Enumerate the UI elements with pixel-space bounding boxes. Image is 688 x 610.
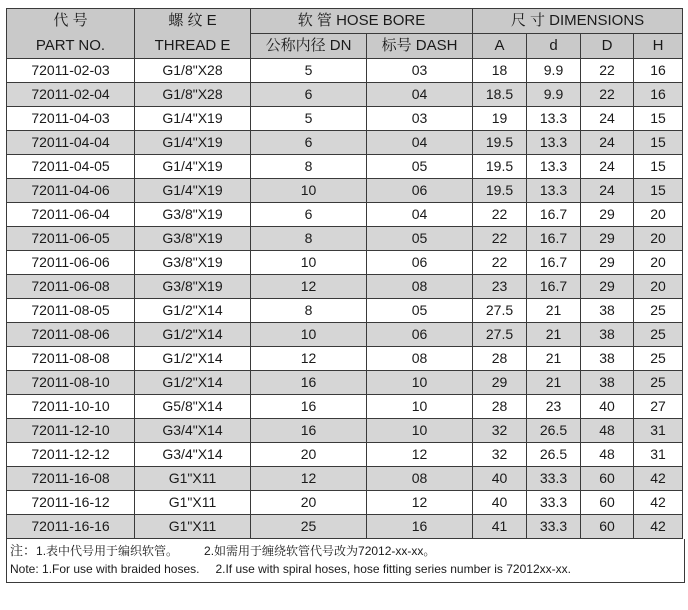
dim-a-cell: 32 bbox=[473, 443, 527, 467]
thread-cell: G1/8"X28 bbox=[135, 59, 251, 83]
dim-big-d-cell: 60 bbox=[581, 467, 634, 491]
dash-cell: 08 bbox=[367, 467, 473, 491]
note-en-2: 2.If use with spiral hoses, hose fitting series number is 72012xx-xx. bbox=[215, 562, 571, 576]
thread-cell: G5/8"X14 bbox=[135, 395, 251, 419]
dn-cell: 5 bbox=[251, 107, 367, 131]
dim-big-d-cell: 29 bbox=[581, 251, 634, 275]
note-zh-1: 1.表中代号用于编织软管。 bbox=[36, 544, 179, 558]
header-thread-en: THREAD E bbox=[135, 34, 251, 59]
dim-a-cell: 27.5 bbox=[473, 323, 527, 347]
dim-a-cell: 27.5 bbox=[473, 299, 527, 323]
dim-h-cell: 16 bbox=[634, 83, 683, 107]
dim-a-cell: 19.5 bbox=[473, 131, 527, 155]
dash-cell: 05 bbox=[367, 227, 473, 251]
table-row bbox=[7, 323, 683, 347]
note-line-english bbox=[10, 560, 684, 578]
note-prefix-zh: 注： bbox=[10, 543, 37, 558]
dim-a-cell: 22 bbox=[473, 251, 527, 275]
dash-cell: 04 bbox=[367, 203, 473, 227]
dim-d-cell: 13.3 bbox=[527, 107, 581, 131]
table-row bbox=[7, 371, 683, 395]
header-hose-bore: 软 管 HOSE BORE bbox=[251, 9, 473, 34]
thread-cell: G1/2"X14 bbox=[135, 299, 251, 323]
dim-d-cell: 21 bbox=[527, 347, 581, 371]
dim-d-cell: 13.3 bbox=[527, 179, 581, 203]
dn-cell: 20 bbox=[251, 443, 367, 467]
part-number-cell: 72011-16-16 bbox=[7, 515, 135, 539]
dn-cell: 25 bbox=[251, 515, 367, 539]
part-number-cell: 72011-12-12 bbox=[7, 443, 135, 467]
thread-cell: G1/4"X19 bbox=[135, 179, 251, 203]
dn-cell: 20 bbox=[251, 491, 367, 515]
dim-a-cell: 19.5 bbox=[473, 179, 527, 203]
thread-cell: G1/2"X14 bbox=[135, 371, 251, 395]
header-dim-h: H bbox=[634, 34, 683, 59]
dash-cell: 03 bbox=[367, 59, 473, 83]
header-part-zh: 代 号 bbox=[7, 9, 135, 34]
dim-big-d-cell: 38 bbox=[581, 347, 634, 371]
dim-h-cell: 15 bbox=[634, 107, 683, 131]
dim-big-d-cell: 40 bbox=[581, 395, 634, 419]
dim-big-d-cell: 24 bbox=[581, 131, 634, 155]
part-number-cell: 72011-04-04 bbox=[7, 131, 135, 155]
dn-cell: 10 bbox=[251, 179, 367, 203]
dim-d-cell: 16.7 bbox=[527, 251, 581, 275]
part-number-cell: 72011-10-10 bbox=[7, 395, 135, 419]
table-row bbox=[7, 59, 683, 83]
dim-a-cell: 19.5 bbox=[473, 155, 527, 179]
thread-cell: G1/2"X14 bbox=[135, 323, 251, 347]
part-number-cell: 72011-16-12 bbox=[7, 491, 135, 515]
thread-cell: G1"X11 bbox=[135, 515, 251, 539]
header-dim-big-d: D bbox=[581, 34, 634, 59]
dim-a-cell: 32 bbox=[473, 419, 527, 443]
part-number-cell: 72011-02-03 bbox=[7, 59, 135, 83]
table-row bbox=[7, 467, 683, 491]
thread-cell: G3/8"X19 bbox=[135, 275, 251, 299]
dash-cell: 04 bbox=[367, 131, 473, 155]
dim-d-cell: 21 bbox=[527, 299, 581, 323]
header-dash: 标号 DASH bbox=[367, 34, 473, 59]
dim-a-cell: 19 bbox=[473, 107, 527, 131]
dim-a-cell: 28 bbox=[473, 347, 527, 371]
dim-a-cell: 28 bbox=[473, 395, 527, 419]
dash-cell: 10 bbox=[367, 395, 473, 419]
header-part-en: PART NO. bbox=[7, 34, 135, 59]
dim-a-cell: 40 bbox=[473, 491, 527, 515]
part-number-cell: 72011-02-04 bbox=[7, 83, 135, 107]
dn-cell: 12 bbox=[251, 467, 367, 491]
table-row bbox=[7, 83, 683, 107]
part-number-cell: 72011-16-08 bbox=[7, 467, 135, 491]
dim-big-d-cell: 29 bbox=[581, 227, 634, 251]
dash-cell: 08 bbox=[367, 347, 473, 371]
dn-cell: 6 bbox=[251, 131, 367, 155]
note-line-chinese bbox=[10, 542, 684, 560]
dim-h-cell: 20 bbox=[634, 227, 683, 251]
table-row bbox=[7, 347, 683, 371]
part-number-cell: 72011-12-10 bbox=[7, 419, 135, 443]
thread-cell: G1/4"X19 bbox=[135, 131, 251, 155]
dim-h-cell: 42 bbox=[634, 491, 683, 515]
dim-h-cell: 42 bbox=[634, 467, 683, 491]
dn-cell: 10 bbox=[251, 323, 367, 347]
dim-a-cell: 18 bbox=[473, 59, 527, 83]
part-number-cell: 72011-04-06 bbox=[7, 179, 135, 203]
dn-cell: 5 bbox=[251, 59, 367, 83]
dash-cell: 06 bbox=[367, 251, 473, 275]
dim-d-cell: 16.7 bbox=[527, 203, 581, 227]
table-row bbox=[7, 227, 683, 251]
dn-cell: 16 bbox=[251, 371, 367, 395]
table-row bbox=[7, 443, 683, 467]
thread-cell: G1/8"X28 bbox=[135, 83, 251, 107]
dn-cell: 8 bbox=[251, 155, 367, 179]
dim-h-cell: 15 bbox=[634, 179, 683, 203]
dash-cell: 12 bbox=[367, 443, 473, 467]
dim-d-cell: 23 bbox=[527, 395, 581, 419]
dim-a-cell: 22 bbox=[473, 227, 527, 251]
dn-cell: 10 bbox=[251, 251, 367, 275]
dim-d-cell: 13.3 bbox=[527, 155, 581, 179]
header-dimensions: 尺 寸 DIMENSIONS bbox=[473, 9, 683, 34]
dash-cell: 05 bbox=[367, 299, 473, 323]
dim-a-cell: 40 bbox=[473, 467, 527, 491]
dim-a-cell: 29 bbox=[473, 371, 527, 395]
dim-h-cell: 25 bbox=[634, 299, 683, 323]
table-row bbox=[7, 491, 683, 515]
table-row bbox=[7, 179, 683, 203]
dn-cell: 12 bbox=[251, 275, 367, 299]
part-number-cell: 72011-06-06 bbox=[7, 251, 135, 275]
dim-d-cell: 33.3 bbox=[527, 515, 581, 539]
dim-a-cell: 18.5 bbox=[473, 83, 527, 107]
dash-cell: 10 bbox=[367, 371, 473, 395]
dim-big-d-cell: 24 bbox=[581, 179, 634, 203]
table-row bbox=[7, 203, 683, 227]
part-number-cell: 72011-08-05 bbox=[7, 299, 135, 323]
dash-cell: 03 bbox=[367, 107, 473, 131]
dash-cell: 04 bbox=[367, 83, 473, 107]
header-thread-zh: 螺 纹 E bbox=[135, 9, 251, 34]
dash-cell: 06 bbox=[367, 179, 473, 203]
dim-big-d-cell: 38 bbox=[581, 323, 634, 347]
table-row bbox=[7, 515, 683, 539]
note-prefix-en: Note: bbox=[10, 562, 39, 576]
table-row bbox=[7, 275, 683, 299]
thread-cell: G1"X11 bbox=[135, 491, 251, 515]
dim-a-cell: 22 bbox=[473, 203, 527, 227]
table-row bbox=[7, 299, 683, 323]
dim-a-cell: 23 bbox=[473, 275, 527, 299]
dn-cell: 8 bbox=[251, 299, 367, 323]
part-number-cell: 72011-08-08 bbox=[7, 347, 135, 371]
dn-cell: 6 bbox=[251, 203, 367, 227]
dash-cell: 05 bbox=[367, 155, 473, 179]
dim-h-cell: 27 bbox=[634, 395, 683, 419]
thread-cell: G1/4"X19 bbox=[135, 107, 251, 131]
dim-h-cell: 25 bbox=[634, 371, 683, 395]
notes-panel bbox=[6, 539, 685, 583]
dim-d-cell: 9.9 bbox=[527, 59, 581, 83]
thread-cell: G1/4"X19 bbox=[135, 155, 251, 179]
dim-d-cell: 33.3 bbox=[527, 491, 581, 515]
fitting-spec-table bbox=[6, 8, 683, 539]
dash-cell: 08 bbox=[367, 275, 473, 299]
thread-cell: G3/4"X14 bbox=[135, 419, 251, 443]
dim-d-cell: 9.9 bbox=[527, 83, 581, 107]
part-number-cell: 72011-06-04 bbox=[7, 203, 135, 227]
dim-d-cell: 16.7 bbox=[527, 275, 581, 299]
thread-cell: G3/8"X19 bbox=[135, 227, 251, 251]
dash-cell: 16 bbox=[367, 515, 473, 539]
dim-h-cell: 20 bbox=[634, 275, 683, 299]
table-row bbox=[7, 251, 683, 275]
dim-big-d-cell: 24 bbox=[581, 155, 634, 179]
dim-h-cell: 31 bbox=[634, 443, 683, 467]
dash-cell: 06 bbox=[367, 323, 473, 347]
dn-cell: 16 bbox=[251, 419, 367, 443]
dn-cell: 16 bbox=[251, 395, 367, 419]
dim-big-d-cell: 48 bbox=[581, 419, 634, 443]
dim-big-d-cell: 38 bbox=[581, 371, 634, 395]
dim-big-d-cell: 29 bbox=[581, 275, 634, 299]
dn-cell: 6 bbox=[251, 83, 367, 107]
dim-d-cell: 26.5 bbox=[527, 419, 581, 443]
dim-d-cell: 33.3 bbox=[527, 467, 581, 491]
table-row bbox=[7, 419, 683, 443]
table-row bbox=[7, 131, 683, 155]
header-row-top bbox=[7, 9, 683, 34]
spec-sheet bbox=[6, 8, 682, 583]
dim-big-d-cell: 48 bbox=[581, 443, 634, 467]
part-number-cell: 72011-04-03 bbox=[7, 107, 135, 131]
dim-d-cell: 13.3 bbox=[527, 131, 581, 155]
header-row-bottom bbox=[7, 34, 683, 59]
dim-h-cell: 31 bbox=[634, 419, 683, 443]
dash-cell: 12 bbox=[367, 491, 473, 515]
table-row bbox=[7, 107, 683, 131]
part-number-cell: 72011-08-06 bbox=[7, 323, 135, 347]
table-row bbox=[7, 395, 683, 419]
dim-big-d-cell: 29 bbox=[581, 203, 634, 227]
dim-d-cell: 21 bbox=[527, 371, 581, 395]
note-en-1: 1.For use with braided hoses. bbox=[42, 562, 200, 576]
dim-h-cell: 42 bbox=[634, 515, 683, 539]
table-row bbox=[7, 155, 683, 179]
dim-h-cell: 15 bbox=[634, 155, 683, 179]
dim-d-cell: 26.5 bbox=[527, 443, 581, 467]
dim-h-cell: 16 bbox=[634, 59, 683, 83]
dim-big-d-cell: 60 bbox=[581, 491, 634, 515]
dim-big-d-cell: 60 bbox=[581, 515, 634, 539]
part-number-cell: 72011-06-08 bbox=[7, 275, 135, 299]
thread-cell: G3/8"X19 bbox=[135, 251, 251, 275]
part-number-cell: 72011-06-05 bbox=[7, 227, 135, 251]
header-dim-a: A bbox=[473, 34, 527, 59]
dim-d-cell: 21 bbox=[527, 323, 581, 347]
thread-cell: G3/4"X14 bbox=[135, 443, 251, 467]
dash-cell: 10 bbox=[367, 419, 473, 443]
dim-h-cell: 25 bbox=[634, 347, 683, 371]
dim-d-cell: 16.7 bbox=[527, 227, 581, 251]
dim-big-d-cell: 38 bbox=[581, 299, 634, 323]
thread-cell: G1"X11 bbox=[135, 467, 251, 491]
dim-h-cell: 25 bbox=[634, 323, 683, 347]
thread-cell: G3/8"X19 bbox=[135, 203, 251, 227]
dim-big-d-cell: 22 bbox=[581, 59, 634, 83]
dn-cell: 12 bbox=[251, 347, 367, 371]
header-dim-d: d bbox=[527, 34, 581, 59]
dim-h-cell: 20 bbox=[634, 251, 683, 275]
part-number-cell: 72011-08-10 bbox=[7, 371, 135, 395]
note-zh-2: 2.如需用于缠绕软管代号改为72012-xx-xx。 bbox=[204, 544, 436, 558]
part-number-cell: 72011-04-05 bbox=[7, 155, 135, 179]
dim-a-cell: 41 bbox=[473, 515, 527, 539]
dim-big-d-cell: 22 bbox=[581, 83, 634, 107]
header-dn: 公称内径 DN bbox=[251, 34, 367, 59]
thread-cell: G1/2"X14 bbox=[135, 347, 251, 371]
dim-big-d-cell: 24 bbox=[581, 107, 634, 131]
dn-cell: 8 bbox=[251, 227, 367, 251]
dim-h-cell: 15 bbox=[634, 131, 683, 155]
dim-h-cell: 20 bbox=[634, 203, 683, 227]
